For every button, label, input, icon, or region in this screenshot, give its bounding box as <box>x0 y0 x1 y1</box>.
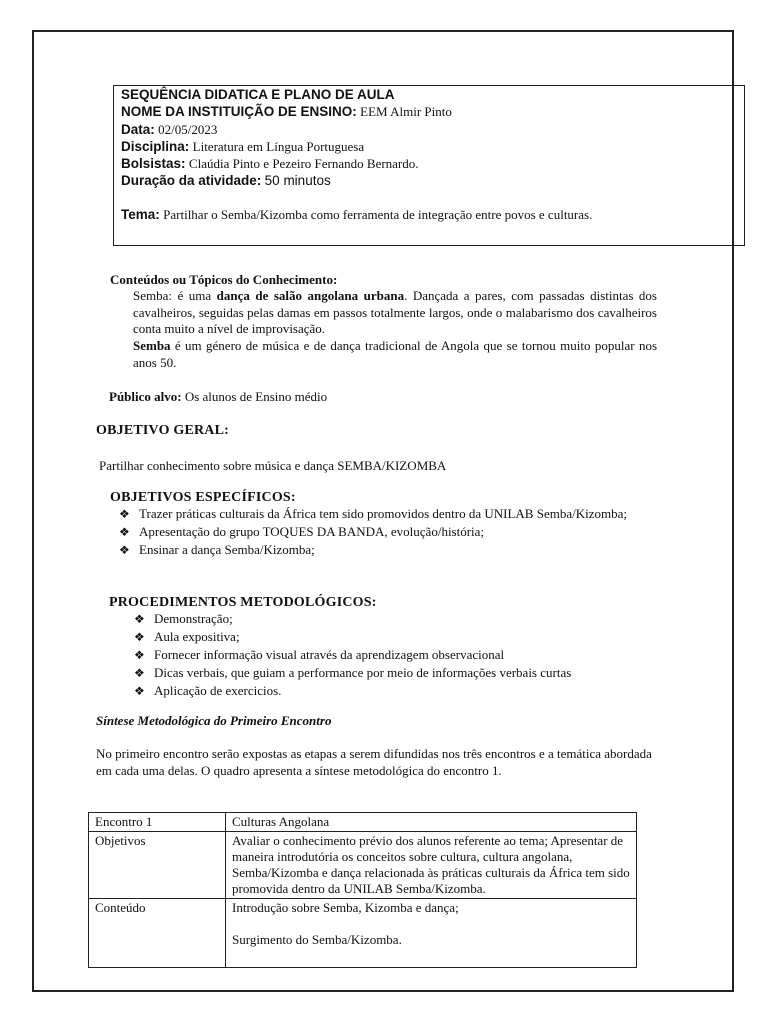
discipline-label: Disciplina: <box>121 139 190 154</box>
discipline-value: Literatura em Língua Portuguesa <box>192 139 365 154</box>
scholars-value: Claúdia Pinto e Pezeiro Fernando Bernardo. <box>188 156 419 171</box>
diamond-bullet-icon: ❖ <box>134 666 145 680</box>
date-value: 02/05/2023 <box>158 122 218 137</box>
contents-paragraph-1: Semba: é uma dança de salão angolana urbana. Dançada a pares, com passadas distintas dos cavalheiros, seguidas pelas damas em passos totalmente largos, onde o malabarismo dos cavalheiros conta muito a nível de improvisação. <box>133 288 657 336</box>
scholars-line <box>121 155 419 172</box>
list-item: ❖ Trazer práticas culturais da África tem sido promovidos dentro da UNILAB Semba/Kizomba; <box>119 506 627 521</box>
table-cell: Encontro 1 <box>89 813 226 832</box>
diamond-bullet-icon: ❖ <box>134 612 145 626</box>
general-objective-text: Partilhar conhecimento sobre música e dança SEMBA/KIZOMBA <box>99 458 447 473</box>
institution-label: NOME DA INSTITUIÇÃO DE ENSINO: <box>121 104 357 119</box>
duration-label: Duração da atividade: <box>121 173 262 188</box>
list-item: ❖ Ensinar a dança Semba/Kizomba; <box>119 542 315 557</box>
theme-label: Tema: <box>121 207 160 222</box>
audience-line <box>109 388 327 405</box>
diamond-bullet-icon: ❖ <box>134 648 145 662</box>
specific-objectives-heading: OBJETIVOS ESPECÍFICOS: <box>110 490 296 505</box>
duration-line <box>121 172 331 189</box>
general-objective-heading: OBJETIVO GERAL: <box>96 423 230 438</box>
table-cell: Conteúdo <box>89 899 226 968</box>
theme-value: Partilhar o Semba/Kizomba como ferramenta de integração entre povos e culturas. <box>163 207 593 222</box>
procedures-list <box>134 610 674 700</box>
table-row <box>89 899 637 968</box>
table-row <box>89 813 637 832</box>
institution-value: EEM Almir Pinto <box>360 104 452 119</box>
audience-label: Público alvo: <box>109 389 182 404</box>
specific-objectives-list <box>119 505 649 559</box>
contents-paragraph-2: Semba é um género de música e de dança tradicional de Angola que se tornou muito popular nos anos 50. <box>133 338 657 370</box>
document-title: SEQUÊNCIA DIDATICA E PLANO DE AULA <box>121 87 395 102</box>
synthesis-text: No primeiro encontro serão expostas as etapas a serem difundidas nos três encontros e a temática abordada em cada uma delas. O quadro apresenta a síntese metodológica do encontro 1. <box>96 746 652 778</box>
audience-value: Os alunos de Ensino médio <box>184 389 328 404</box>
list-item: ❖ Aplicação de exercicios. <box>134 683 282 698</box>
synthesis-heading: Síntese Metodológica do Primeiro Encontro <box>96 713 332 728</box>
diamond-bullet-icon: ❖ <box>134 684 145 698</box>
discipline-line <box>121 138 364 155</box>
diamond-bullet-icon: ❖ <box>119 507 130 521</box>
table-row <box>89 832 637 899</box>
duration-value: 50 minutos <box>264 173 331 188</box>
diamond-bullet-icon: ❖ <box>134 630 145 644</box>
table-cell: Avaliar o conhecimento prévio dos alunos referente ao tema; Apresentar de maneira introdutória os conceitos sobre cultura, cultura angolana, Semba/Kizomba e dança relacionada às práticas culturais da África tem sido promovida dentro da UNILAB Semba/Kizomba. <box>226 832 637 899</box>
list-item: ❖ Fornecer informação visual através da aprendizagem observacional <box>134 647 505 662</box>
table-cell: Objetivos <box>89 832 226 899</box>
table-cell: Culturas Angolana <box>226 813 637 832</box>
table-cell: Introdução sobre Semba, Kizomba e dança; Surgimento do Semba/Kizomba. <box>226 899 637 968</box>
list-item: ❖ Dicas verbais, que guiam a performance por meio de informações verbais curtas <box>134 665 572 680</box>
list-item: ❖ Demonstração; <box>134 611 233 626</box>
methodology-table <box>88 812 637 968</box>
contents-heading: Conteúdos ou Tópicos do Conhecimento: <box>110 272 338 287</box>
list-item: ❖ Aula expositiva; <box>134 629 240 644</box>
scholars-label: Bolsistas: <box>121 156 186 171</box>
institution-line <box>121 103 452 120</box>
date-label: Data: <box>121 122 155 137</box>
diamond-bullet-icon: ❖ <box>119 543 130 557</box>
diamond-bullet-icon: ❖ <box>119 525 130 539</box>
list-item: ❖ Apresentação do grupo TOQUES DA BANDA, evolução/história; <box>119 524 485 539</box>
theme-line <box>121 206 592 223</box>
date-line <box>121 121 217 138</box>
procedures-heading: PROCEDIMENTOS METODOLÓGICOS: <box>109 595 377 610</box>
